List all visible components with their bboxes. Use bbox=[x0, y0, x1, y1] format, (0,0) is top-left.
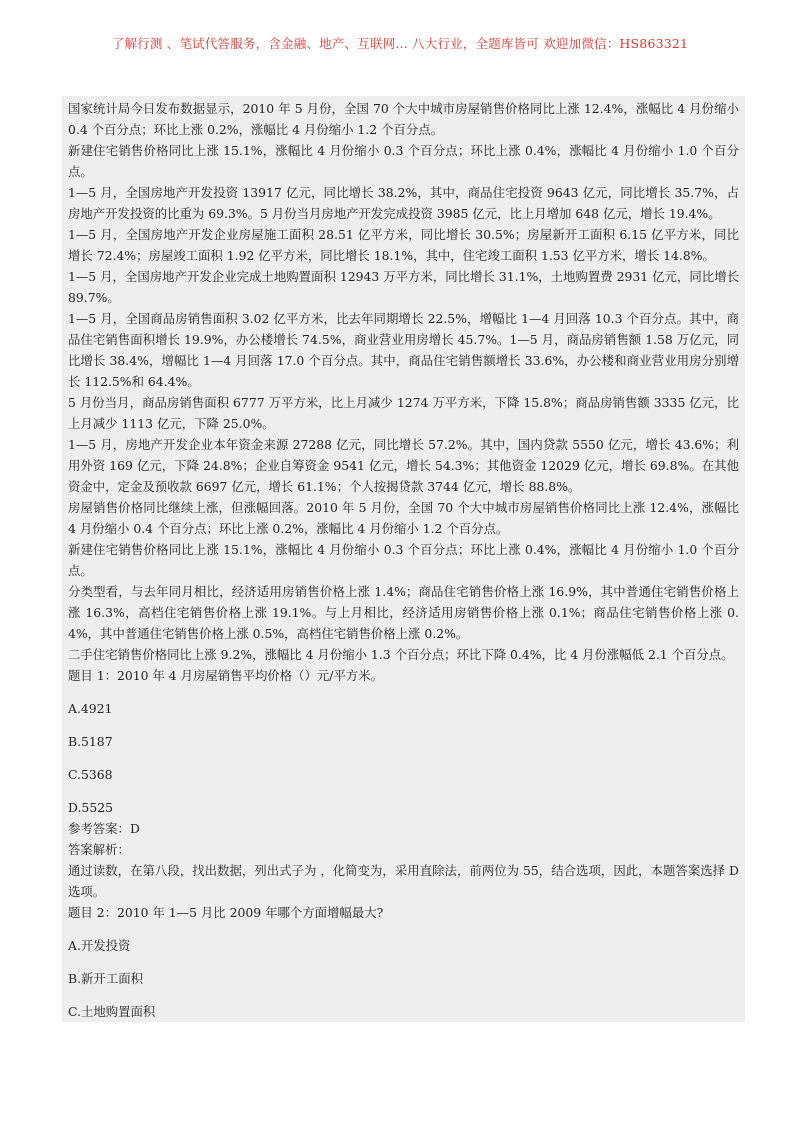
paragraph-4: 1—5 月，全国房地产开发企业房屋施工面积 28.51 亿平方米，同比增长 30.5%；房屋新开工面积 6.15 亿平方米，同比增长 72.4%；房屋竣工面积 1.92 亿平方米，同比增长 18.1%，其中，住宅竣工面积 1.53 亿平方米，增长 14.8%。 bbox=[68, 227, 739, 263]
paragraph-6: 1—5 月，全国商品房销售面积 3.02 亿平方米，比去年同期增长 22.5%，增幅比 1—4 月回落 10.3 个百分点。其中，商品住宅销售面积增长 19.9%，办公楼增长 74.5%，商业营业用房增长 45.7%。1—5 月，商品房销售额 1.58 万亿元，同比增长 38.4%，增幅比 1—4 月回落 17.0 个百分点。其中，商品住宅销售额增长 33.6%，办公楼和商业营业用房分别增长 112.5%和 64.4%。 bbox=[68, 311, 739, 389]
paragraph-9: 房屋销售价格同比继续上涨，但涨幅回落。2010 年 5 月份，全国 70 个大中城市房屋销售价格同比上涨 12.4%，涨幅比 4 月份缩小 0.4 个百分点；环比上涨 0.2%，涨幅比 4 月份缩小 1.2 个百分点。 bbox=[68, 500, 739, 536]
question-2-option-c: C.土地购置面积 bbox=[68, 1004, 156, 1019]
paragraph-7: 5 月份当月，商品房销售面积 6777 万平方米，比上月减少 1274 万平方米，下降 15.8%；商品房销售额 3335 亿元，比上月减少 1113 亿元，下降 25.0%。 bbox=[68, 395, 739, 431]
paragraph-1: 国家统计局今日发布数据显示，2010 年 5 月份，全国 70 个大中城市房屋销售价格同比上涨 12.4%，涨幅比 4 月份缩小 0.4 个百分点；环比上涨 0.2%，涨幅比 4 月份缩小 1.2 个百分点。 bbox=[68, 101, 739, 137]
paragraph-10: 新建住宅销售价格同比上涨 15.1%，涨幅比 4 月份缩小 0.3 个百分点；环比上涨 0.4%，涨幅比 4 月份缩小 1.0 个百分点。 bbox=[68, 542, 739, 578]
question-2-option-b: B.新开工面积 bbox=[68, 971, 143, 986]
question-2-option-a: A.开发投资 bbox=[68, 938, 131, 953]
question-1-title: 题目 1：2010 年 4 月房屋销售平均价格（）元/平方米。 bbox=[68, 668, 384, 683]
question-1-option-b: B.5187 bbox=[68, 734, 113, 749]
paragraph-3: 1—5 月，全国房地产开发投资 13917 亿元，同比增长 38.2%，其中，商品住宅投资 9643 亿元，同比增长 35.7%，占房地产开发投资的比重为 69.3%。5 月份当月房地产开发完成投资 3985 亿元，比上月增加 648 亿元，增长 19.4%。 bbox=[68, 185, 739, 221]
paragraph-5: 1—5 月，全国房地产开发企业完成土地购置面积 12943 万平方米，同比增长 31.1%，土地购置费 2931 亿元，同比增长 89.7%。 bbox=[68, 269, 739, 305]
question-1-analysis-label: 答案解析： bbox=[68, 842, 130, 857]
document-body bbox=[62, 96, 745, 1022]
question-1-option-c: C.5368 bbox=[68, 767, 113, 782]
question-1-analysis: 通过读数，在第八段，找出数据，列出式子为 ，化简变为，采用直除法，前两位为 55，结合选项，因此，本题答案选择 D 选项。 bbox=[68, 863, 739, 899]
question-1-option-d: D.5525 bbox=[68, 800, 113, 815]
paragraph-11: 分类型看，与去年同月相比，经济适用房销售价格上涨 1.4%；商品住宅销售价格上涨 16.9%，其中普通住宅销售价格上涨 16.3%，高档住宅销售价格上涨 19.1%。与上月相比，经济适用房销售价格上涨 0.1%；商品住宅销售价格上涨 0.4%，其中普通住宅销售价格上涨 0.5%，高档住宅销售价格上涨 0.2%。 bbox=[68, 584, 739, 641]
paragraph-8: 1—5 月，房地产开发企业本年资金来源 27288 亿元，同比增长 57.2%。其中，国内贷款 5550 亿元，增长 43.6%；利用外资 169 亿元，下降 24.8%；企业自筹资金 9541 亿元，增长 54.3%；其他资金 12029 亿元，增长 69.8%。在其他资金中，定金及预收款 6697 亿元，增长 61.1%；个人按揭贷款 3744 亿元，增长 88.8%。 bbox=[68, 437, 739, 494]
paragraph-2: 新建住宅销售价格同比上涨 15.1%，涨幅比 4 月份缩小 0.3 个百分点；环比上涨 0.4%，涨幅比 4 月份缩小 1.0 个百分点。 bbox=[68, 143, 739, 179]
question-1-answer: 参考答案：D bbox=[68, 821, 140, 836]
question-1-option-a: A.4921 bbox=[68, 701, 113, 716]
paragraph-12: 二手住宅销售价格同比上涨 9.2%，涨幅比 4 月份缩小 1.3 个百分点；环比下降 0.4%，比 4 月份涨幅低 2.1 个百分点。 bbox=[68, 647, 734, 662]
question-2-title: 题目 2：2010 年 1—5 月比 2009 年哪个方面增幅最大? bbox=[68, 905, 384, 920]
promo-banner: 了解行测 、笔试代答服务，含金融、地产、互联网... 八大行业，全题库皆可 欢迎加微信：HS863321 bbox=[111, 36, 689, 51]
